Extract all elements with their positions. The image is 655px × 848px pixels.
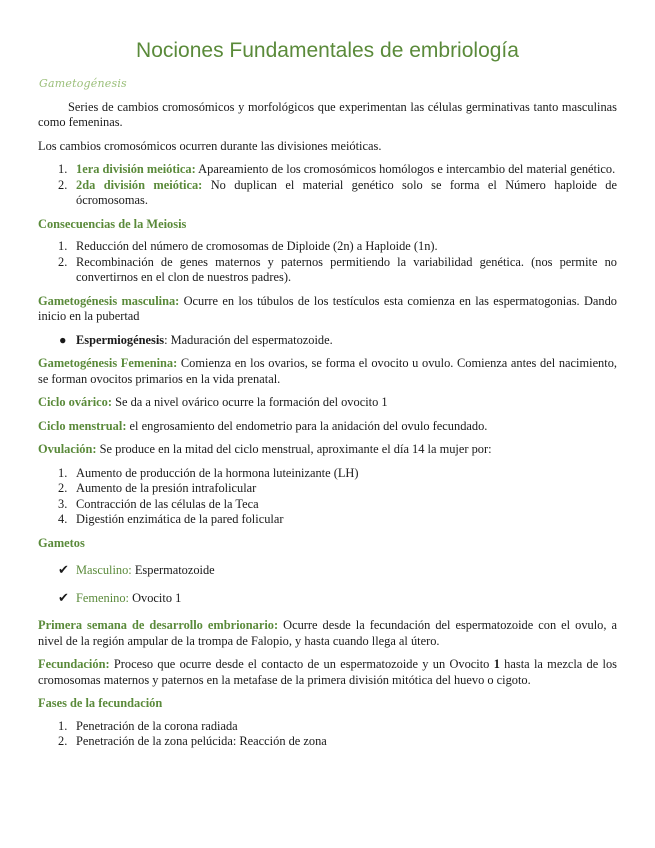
list-text: Aumento de la presión intrafolicular: [76, 481, 257, 495]
term-text: Ocurre en los túbulos de los testículos esta comienza en las espermatogonias. Dando inicio en la pubertad: [38, 293, 617, 323]
masculina-paragraph: [38, 294, 617, 325]
term-label: Espermiogénesis: [76, 332, 165, 347]
section-script-heading: Gametogénesis: [39, 77, 127, 90]
list-number: 1.: [58, 239, 68, 253]
fases-heading: Fases de la fecundación: [38, 696, 163, 710]
list-text: Digestión enzimática de la pared folicular: [76, 512, 284, 526]
list-item: [38, 512, 617, 528]
list-number: 3.: [58, 496, 68, 511]
page-title: Nociones Fundamentales de embriología: [136, 39, 519, 62]
gametos-list: [38, 558, 617, 606]
list-text: Reducción del número de cromosomas de Diploide (2n) a Haploide (1n).: [76, 239, 438, 253]
term-label: 1era división meiótica:: [76, 162, 196, 176]
checkmark-icon: ✔: [58, 563, 69, 578]
term-label: Fecundación:: [38, 657, 110, 671]
fecundacion-paragraph: [38, 657, 617, 688]
term-label: Ovulación:: [38, 442, 97, 456]
term-text: el engrosamiento del endometrio para la anidación del ovulo fecundado.: [126, 418, 488, 433]
list-number: 2.: [58, 254, 68, 269]
term-text: No duplican el material genético solo se forma el Número haploide de ócromosomas.: [76, 177, 617, 207]
term-label: Gametogénesis Femenina:: [38, 356, 178, 370]
primera-semana-paragraph: [38, 618, 617, 649]
list-item: [38, 162, 617, 178]
term-text: hasta la mezcla de los cromosomas maternos y paternos en la metafase de la primera división mitótica del huevo o cigoto.: [38, 657, 618, 687]
intro-paragraph: Series de cambios cromosómicos y morfológicos que experimentan las células germinativas tanto masculinas como femeninas.: [38, 99, 617, 129]
term-label: Ciclo ovárico:: [38, 395, 112, 409]
list-number: 1.: [58, 162, 68, 176]
list-item: [38, 239, 617, 255]
list-text: Recombinación de genes maternos y paternos permitiendo la variabilidad genética. (nos permite no convertirnos en el clon de nuestros padres).: [76, 254, 617, 284]
list-item: [38, 481, 617, 497]
list-item: [38, 178, 617, 209]
term-label: Ciclo menstrual:: [38, 418, 127, 433]
ciclo-menstrual-paragraph: [38, 419, 617, 435]
gameto-label: Masculino:: [76, 563, 132, 577]
list-item: [38, 255, 617, 286]
espermiogenesis-list: [38, 333, 617, 349]
list-item: [38, 719, 617, 735]
divisiones-list: [38, 162, 617, 209]
list-item: [38, 591, 617, 607]
term-text: Se da a nivel ovárico ocurre la formación del ovocito 1: [111, 395, 388, 409]
term-text: Se produce en la mitad del ciclo menstrual, aproximante el día 14 la mujer por:: [96, 442, 492, 456]
bullet-icon: ●: [59, 332, 67, 347]
list-item: [38, 333, 617, 349]
checkmark-icon: ✔: [58, 590, 69, 606]
list-number: 2.: [58, 481, 68, 495]
list-number: 2.: [58, 177, 68, 192]
femenina-paragraph: [38, 356, 617, 387]
term-label: Gametogénesis masculina:: [38, 293, 180, 308]
list-text: Aumento de producción de la hormona luteinizante (LH): [76, 465, 359, 480]
list-text: Penetración de la corona radiada: [76, 718, 238, 733]
list-item: [38, 497, 617, 513]
term-text: : Maduración del espermatozoide.: [164, 332, 333, 347]
cambios-paragraph: Los cambios cromosómicos ocurren durante las divisiones meióticas.: [38, 138, 382, 153]
gametos-heading: Gametos: [38, 535, 85, 550]
ovocito-number: 1: [493, 657, 500, 671]
list-number: 2.: [58, 734, 68, 748]
term-text: Comienza en los ovarios, se forma el ovocito u ovulo. Comienza antes del nacimiento, se forman ovocitos primarios en la vida prenatal.: [38, 356, 617, 386]
ovulacion-list: [38, 466, 617, 528]
ovulacion-paragraph: [38, 442, 617, 458]
list-item: [38, 563, 617, 579]
term-label: 2da división meiótica:: [76, 177, 203, 192]
list-text: Contracción de las células de la Teca: [76, 496, 259, 511]
term-label: Primera semana de desarrollo embrionario:: [38, 618, 279, 632]
list-number: 4.: [58, 512, 68, 526]
list-number: 1.: [58, 718, 68, 733]
list-item: [38, 734, 617, 750]
consecuencias-heading: Consecuencias de la Meiosis: [38, 216, 187, 231]
list-text: Penetración de la zona pelúcida: Reacción de zona: [76, 734, 327, 748]
consecuencias-list: [38, 239, 617, 286]
gameto-value: Espermatozoide: [131, 563, 215, 577]
fases-list: [38, 719, 617, 750]
gameto-label: Femenino:: [76, 590, 129, 605]
ciclo-ovarico-paragraph: [38, 395, 617, 411]
list-item: [38, 466, 617, 482]
term-text: Proceso que ocurre desde el contacto de un espermatozoide y un Ovocito: [109, 657, 494, 671]
term-text: Ocurre desde la fecundación del espermatozoide con el ovulo, a nivel de la región ampular de la trompa de Falopio, y hasta cuando llega al útero.: [38, 618, 617, 648]
gameto-value: Ovocito 1: [129, 590, 182, 605]
list-number: 1.: [58, 465, 68, 480]
term-text: Apareamiento de los cromosómicos homólogos e intercambio del material genético.: [195, 162, 616, 176]
